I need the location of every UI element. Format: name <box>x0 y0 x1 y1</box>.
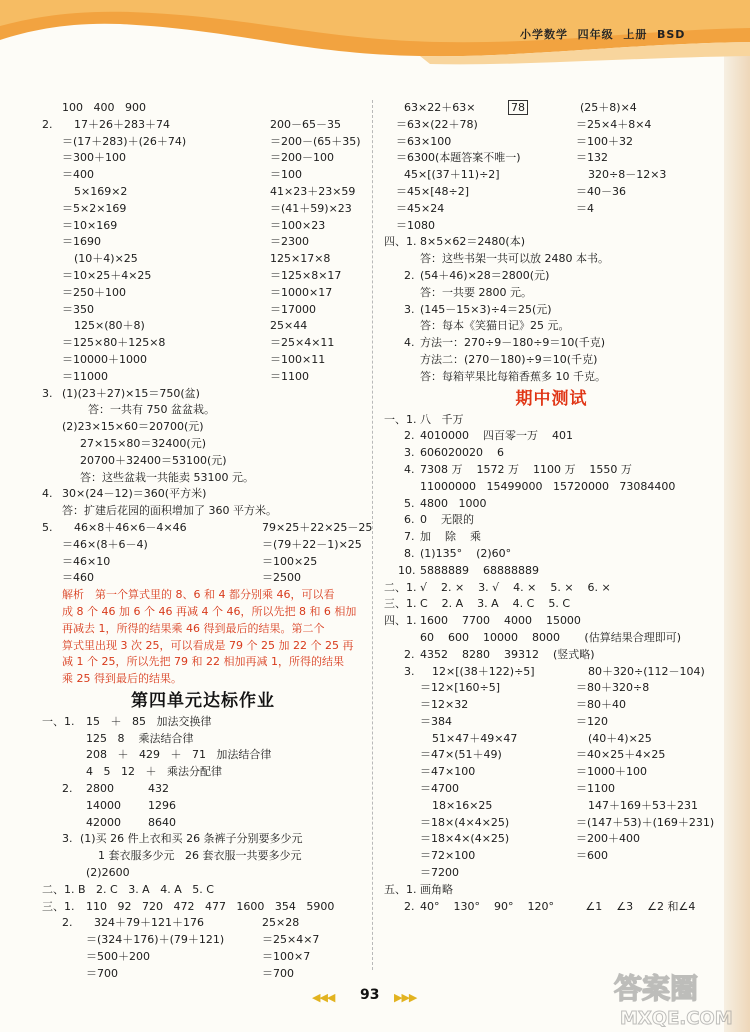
answer-text: 5. <box>42 520 53 534</box>
answer-text: 答：一共有 750 盆盆栽。 <box>88 403 215 417</box>
answer-text: 12×[(38＋122)÷5] <box>432 664 535 678</box>
answer-text: 3. <box>404 446 415 460</box>
page-arrows-left-icon: ◀◀◀ <box>312 991 335 1004</box>
answer-text: 4. <box>42 487 53 501</box>
answer-text: ＝384 <box>420 714 452 728</box>
answer-text: ＝46×(8＋6－4) <box>62 537 148 551</box>
answer-line <box>384 899 719 916</box>
answer-line <box>38 731 368 748</box>
answer-text: 3. <box>404 302 415 316</box>
answer-line <box>384 218 719 235</box>
answer-text: 2. <box>404 268 415 282</box>
answer-text: (25＋8)×4 <box>580 101 637 114</box>
answer-line <box>38 503 368 520</box>
answer-line <box>384 251 719 268</box>
answer-text: 79×25＋22×25－25 <box>262 520 373 534</box>
answer-line <box>38 537 368 554</box>
answer-text: 算式里出现 3 次 25，可以看成是 79 个 25 加 22 个 25 再 <box>62 638 354 652</box>
answer-text: ＝6300(本题答案不唯一) <box>396 151 521 165</box>
answer-text: ＝(147＋53)＋(169＋231) <box>576 815 715 829</box>
answer-text: 二、1. √ 2. × 3. √ 4. × 5. × 6. × <box>384 580 611 594</box>
answer-text: ＝100×11 <box>270 352 326 366</box>
right-column <box>384 100 719 915</box>
answer-text: 606020020 6 <box>420 446 504 460</box>
answer-text: 减 1 个 25，所以先把 79 和 22 相加再减 1，所得的结果 <box>62 655 344 669</box>
answer-text: ＝25×4×7 <box>262 933 320 947</box>
answer-text: 40° 130° 90° 120° ∠1 ∠3 ∠2 和∠4 <box>420 899 696 913</box>
watermark-text-bottom: MXQE.COM <box>620 1008 733 1029</box>
answer-text: ＝200－100 <box>270 151 334 165</box>
answer-text: ＝(17＋283)＋(26＋74) <box>62 134 187 148</box>
answer-text: 2. <box>404 429 415 443</box>
answer-text: 17＋26＋283＋74 <box>74 117 170 131</box>
answer-text: 324＋79＋121＋176 <box>94 916 204 930</box>
answer-text: ＝1000＋100 <box>576 765 647 779</box>
answer-text: 15 ＋ 85 加法交换律 <box>86 714 212 728</box>
answer-text: 三、1. C 2. A 3. A 4. C 5. C <box>384 597 570 611</box>
answer-text: (1)(23＋27)×15＝750(盆) <box>62 386 200 400</box>
answer-text: 25×28 <box>262 916 300 930</box>
answer-text: ＝700 <box>86 966 118 980</box>
answer-text: 20700＋32400＝53100(元) <box>80 453 227 467</box>
answer-line <box>384 117 719 134</box>
answer-line <box>384 479 719 496</box>
answer-line <box>38 386 368 403</box>
answer-text: 80＋320÷(112－104) <box>588 664 705 678</box>
answer-line <box>384 134 719 151</box>
answer-text: ＝63×100 <box>396 134 452 148</box>
answer-line <box>38 621 368 638</box>
answer-text: ＝7200 <box>420 866 459 880</box>
answer-line <box>384 613 719 630</box>
answer-text: ＝300＋100 <box>62 151 126 165</box>
answer-line <box>38 150 368 167</box>
answer-text: 5×169×2 <box>74 184 128 198</box>
answer-text: 78 <box>508 100 528 115</box>
answer-text: 三、1. <box>42 899 75 913</box>
answer-text: (145－15×3)÷4＝25(元) <box>420 302 552 316</box>
answer-text: ＝(41＋59)×23 <box>270 201 352 215</box>
answer-text: ＝200＋400 <box>576 832 640 846</box>
answer-text: ＝72×100 <box>420 849 476 863</box>
answer-text: ＝80＋320÷8 <box>576 681 650 695</box>
answer-line <box>384 100 719 117</box>
answer-text: 7308 万 1572 万 1100 万 1550 万 <box>420 462 632 476</box>
answer-line <box>384 848 719 865</box>
answer-text: ＝25×4＋8×4 <box>576 117 652 131</box>
answer-text: 27×15×80＝32400(元) <box>80 436 207 450</box>
answer-text: ＝80＋40 <box>576 698 626 712</box>
answer-line <box>384 764 719 781</box>
answer-text: 方法一：270÷9－180÷9＝10(千克) <box>420 336 606 350</box>
answer-line <box>38 638 368 655</box>
answer-text: ＝2500 <box>262 571 301 585</box>
answer-text: 432 <box>148 782 169 796</box>
answer-text: 45×[(37＋11)÷2] <box>404 168 500 182</box>
answer-line <box>38 949 368 966</box>
answer-line <box>384 285 719 302</box>
answer-line <box>38 369 368 386</box>
answer-text: ＝17000 <box>270 302 316 316</box>
answer-text: 41×23＋23×59 <box>270 184 356 198</box>
answer-line <box>38 781 368 798</box>
answer-text: 答：一共要 2800 元。 <box>420 285 532 299</box>
answer-text: 答：扩建后花园的面积增加了 360 平方米。 <box>62 504 277 518</box>
answer-text: ＝45×[48÷2] <box>396 184 470 198</box>
answer-text: 方法二：(270－180)÷9＝10(千克) <box>420 352 598 366</box>
answer-text: 加 除 乘 <box>420 530 481 544</box>
answer-line <box>38 134 368 151</box>
answer-text: 8640 <box>148 815 176 829</box>
page-arrows-right-icon: ▶▶▶ <box>394 991 417 1004</box>
answer-text: (2)2600 <box>86 866 130 880</box>
answer-line <box>38 554 368 571</box>
answer-line <box>384 167 719 184</box>
answer-text: 147＋169＋53＋231 <box>588 798 698 812</box>
answer-line <box>384 798 719 815</box>
answer-text: (40＋4)×25 <box>588 731 652 745</box>
answer-line <box>384 318 719 335</box>
section-title: 期中测试 <box>515 388 588 409</box>
answer-text: 42000 <box>86 815 121 829</box>
answer-line <box>38 604 368 621</box>
answer-line <box>384 268 719 285</box>
answer-line <box>384 234 719 251</box>
answer-line <box>38 486 368 503</box>
answer-line <box>38 117 368 134</box>
answer-text: 25×44 <box>270 319 308 333</box>
answer-text: 0 无限的 <box>420 513 474 527</box>
answer-text: ＝200－(65＋35) <box>270 134 361 148</box>
answer-text: ＝125×8×17 <box>270 268 342 282</box>
answer-text: (10＋4)×25 <box>74 252 138 266</box>
answer-text: 100 400 900 <box>62 101 146 114</box>
answer-line <box>38 234 368 251</box>
answer-line <box>384 815 719 832</box>
answer-line <box>38 848 368 865</box>
answer-line <box>384 781 719 798</box>
answer-line <box>384 352 719 369</box>
answer-text: ＝100×23 <box>270 218 326 232</box>
section-title: 第四单元达标作业 <box>131 690 275 711</box>
answer-text: (54＋46)×28＝2800(元) <box>420 268 550 282</box>
answer-line <box>38 520 373 537</box>
answer-text: ＝46×10 <box>62 554 111 568</box>
answer-line <box>38 218 368 235</box>
answer-text: ＝63×(22＋78) <box>396 117 478 131</box>
answer-line <box>38 932 368 949</box>
answer-text: ＝350 <box>62 302 94 316</box>
answer-text: 200－65－35 <box>270 117 341 131</box>
answer-line <box>38 654 368 671</box>
answer-text: ＝40×25＋4×25 <box>576 748 666 762</box>
answer-text: ＝4700 <box>420 782 459 796</box>
answer-text: ＝11000 <box>62 369 108 383</box>
answer-text: 8. <box>404 546 415 560</box>
answer-line <box>38 318 368 335</box>
header-label: 小学数学 四年级 上册 BSD <box>520 28 686 41</box>
answer-line <box>38 184 368 201</box>
answer-line <box>384 747 719 764</box>
answer-text: 八 千万 <box>420 412 464 426</box>
answer-text: 1 套衣服多少元 26 套衣服一共要多少元 <box>98 849 302 863</box>
answer-text: 2. <box>404 899 415 913</box>
answer-text: ＝132 <box>576 151 608 165</box>
answer-line <box>38 798 368 815</box>
answer-text: 四、1. <box>384 614 417 628</box>
answer-text: ＝45×24 <box>396 201 445 215</box>
answer-line <box>38 100 368 117</box>
answer-line <box>38 453 368 470</box>
answer-text: 60 600 10000 8000 (估算结果合理即可) <box>420 630 681 644</box>
answer-text: 5888889 68888889 <box>420 563 539 577</box>
answer-line <box>38 671 368 688</box>
answer-text: 答：这些书架一共可以放 2480 本书。 <box>420 252 609 266</box>
answer-line <box>384 664 719 681</box>
answer-text: ＝120 <box>576 714 608 728</box>
answer-text: 2800 <box>86 782 114 796</box>
answer-line <box>38 201 368 218</box>
answer-text: ＝100 <box>270 168 302 182</box>
answer-text: ＝2300 <box>270 235 309 249</box>
answer-text: 一、1. <box>384 412 417 426</box>
answer-text: 6. <box>404 513 415 527</box>
answer-text: (1)买 26 件上衣和买 26 条裤子分别要多少元 <box>80 832 303 846</box>
answer-text: 答：这些盆栽一共能卖 53100 元。 <box>80 470 254 484</box>
answer-text: 30×(24－12)＝360(平方米) <box>62 487 207 501</box>
answer-line <box>384 563 719 580</box>
answer-line <box>384 445 719 462</box>
answer-text: 画角略 <box>420 882 453 896</box>
answer-line <box>384 697 719 714</box>
answer-line <box>384 647 719 664</box>
answer-text: ＝460 <box>62 571 94 585</box>
answer-line <box>38 285 368 302</box>
answer-text: 125×17×8 <box>270 252 331 266</box>
answer-line <box>38 470 368 487</box>
answer-text: 4352 8280 39312 (竖式略) <box>420 647 595 661</box>
answer-text: ＝600 <box>576 849 608 863</box>
answer-text: 125 8 乘法结合律 <box>86 731 194 745</box>
answer-text: ＝100＋32 <box>576 134 633 148</box>
answer-line <box>384 731 719 748</box>
answer-line <box>38 167 368 184</box>
answer-text: 4. <box>404 462 415 476</box>
answer-text: ＝125×80＋125×8 <box>62 336 166 350</box>
answer-text: ＝500＋200 <box>86 950 150 964</box>
answer-line <box>384 462 719 479</box>
answer-text: ＝18×4×(4×25) <box>420 832 510 846</box>
answer-line <box>38 966 368 983</box>
answer-text: ＝10×169 <box>62 218 118 232</box>
answer-text: ＝(79＋22－1)×25 <box>262 537 362 551</box>
answer-text: ＝1100 <box>576 782 615 796</box>
answer-text: 8×5×62＝2480(本) <box>420 235 526 249</box>
answer-text: ＝10000＋1000 <box>62 352 147 366</box>
answer-text: 2. <box>62 782 73 796</box>
answer-line <box>38 268 368 285</box>
answer-text: ＝250＋100 <box>62 285 126 299</box>
answer-line <box>38 815 368 832</box>
answer-text: 14000 <box>86 798 121 812</box>
answer-text: ＝47×100 <box>420 765 476 779</box>
answer-text: 46×8＋46×6－4×46 <box>74 520 187 534</box>
answer-text: 3. <box>404 664 415 678</box>
answer-line <box>384 302 719 319</box>
answer-line <box>384 512 719 529</box>
answer-text: 4800 1000 <box>420 496 487 510</box>
answer-text: 成 8 个 46 加 6 个 46 再减 4 个 46，所以先把 8 和 6 相加 <box>62 604 357 618</box>
answer-text: ＝1000×17 <box>270 285 333 299</box>
answer-text: 答：每箱苹果比每箱香蕉多 10 千克。 <box>420 369 606 383</box>
answer-text: 320÷8－12×3 <box>588 168 667 182</box>
answer-line <box>38 587 368 604</box>
answer-line <box>38 714 368 731</box>
answer-text: 5. <box>404 496 415 510</box>
answer-text: ＝(324＋176)＋(79＋121) <box>86 933 225 947</box>
answer-text: 7. <box>404 530 415 544</box>
watermark-logo <box>610 964 740 1030</box>
answer-line <box>38 419 368 436</box>
answer-line <box>38 747 368 764</box>
answer-text: ＝10×25＋4×25 <box>62 268 152 282</box>
answer-line <box>38 436 368 453</box>
answer-text: ＝400 <box>62 168 94 182</box>
answer-line <box>38 402 368 419</box>
answer-text: 四、1. <box>384 235 417 249</box>
page-edge-shadow <box>724 0 750 1032</box>
answer-text: 51×47＋49×47 <box>432 731 518 745</box>
answer-text: 五、1. <box>384 882 417 896</box>
answer-text: 18×16×25 <box>432 798 493 812</box>
answer-line <box>38 915 368 932</box>
answer-line <box>384 546 719 563</box>
answer-line <box>384 412 719 429</box>
answer-line <box>384 184 719 201</box>
answer-text: 11000000 15499000 15720000 73084400 <box>420 479 676 493</box>
answer-line <box>38 251 368 268</box>
left-column <box>38 100 373 983</box>
answer-text: ＝12×[160÷5] <box>420 681 501 695</box>
answer-line <box>38 882 368 899</box>
answer-text: 4010000 四百零一万 401 <box>420 429 573 443</box>
answer-text: 答：每本《笑猫日记》25 元。 <box>420 319 570 333</box>
answer-text: 2. <box>42 117 53 131</box>
answer-line <box>384 680 719 697</box>
answer-line <box>38 570 368 587</box>
answer-text: ＝1100 <box>270 369 309 383</box>
answer-text: ＝4 <box>576 201 594 215</box>
answer-text: 63×22＋63× <box>404 101 476 114</box>
answer-text: 解析 第一个算式里的 8、6 和 4 都分别乘 46，可以看 <box>62 588 335 602</box>
answer-text: 再减去 1，所得的结果乘 46 得到最后的结果。第二个 <box>62 621 325 635</box>
answer-text: ＝47×(51＋49) <box>420 748 502 762</box>
answer-text: 4. <box>404 336 415 350</box>
answer-text: ＝700 <box>262 966 294 980</box>
answer-line <box>384 882 719 899</box>
answer-line <box>384 596 719 613</box>
answer-line <box>384 831 719 848</box>
answer-text: (2)23×15×60＝20700(元) <box>62 420 204 434</box>
answer-text: 乘 25 得到最后的结果。 <box>62 672 182 686</box>
answer-text: ＝100×7 <box>262 950 311 964</box>
answer-text: ＝1080 <box>396 218 435 232</box>
answer-line <box>384 529 719 546</box>
answer-line <box>38 335 368 352</box>
answer-line <box>384 865 719 882</box>
answer-text: 1296 <box>148 798 176 812</box>
answer-text: ＝5×2×169 <box>62 201 127 215</box>
answer-text: 3. <box>62 832 73 846</box>
answer-line <box>384 630 719 647</box>
answer-text: 10. <box>398 563 416 577</box>
answer-line <box>38 764 368 781</box>
answer-line <box>38 302 368 319</box>
answer-line <box>38 352 368 369</box>
answer-text: 二、1. B 2. C 3. A 4. A 5. C <box>42 882 214 896</box>
answer-text: 110 92 720 472 477 1600 354 5900 <box>86 899 335 913</box>
answer-line <box>38 899 368 916</box>
answer-text: (1)135° (2)60° <box>420 546 512 560</box>
answer-line <box>384 580 719 597</box>
answer-text: 125×(80＋8) <box>74 319 145 333</box>
answer-text: ＝100×25 <box>262 554 318 568</box>
answer-line <box>384 496 719 513</box>
answer-text: 一、1. <box>42 714 75 728</box>
answer-text: 2. <box>62 916 73 930</box>
answer-line <box>38 865 368 882</box>
answer-line <box>384 428 719 445</box>
answer-line <box>384 369 719 386</box>
answer-text: ＝12×32 <box>420 698 469 712</box>
answer-text: 1600 7700 4000 15000 <box>420 614 581 628</box>
watermark-text-top: 答案圈 <box>614 972 699 1005</box>
answer-text: ＝18×(4×4×25) <box>420 815 510 829</box>
answer-text: 2. <box>404 647 415 661</box>
answer-text: 4 5 12 ＋ 乘法分配律 <box>86 765 222 779</box>
answer-line <box>384 714 719 731</box>
answer-line <box>384 150 719 167</box>
page-number: 93 <box>360 987 380 1003</box>
answer-text: 208 ＋ 429 ＋ 71 加法结合律 <box>86 748 272 762</box>
answer-text: ＝25×4×11 <box>270 336 335 350</box>
answer-line <box>38 831 368 848</box>
answer-text: ＝40－36 <box>576 184 626 198</box>
answer-text: 3. <box>42 386 53 400</box>
answer-line <box>384 335 719 352</box>
answer-line <box>384 201 719 218</box>
answer-text: ＝1690 <box>62 235 101 249</box>
